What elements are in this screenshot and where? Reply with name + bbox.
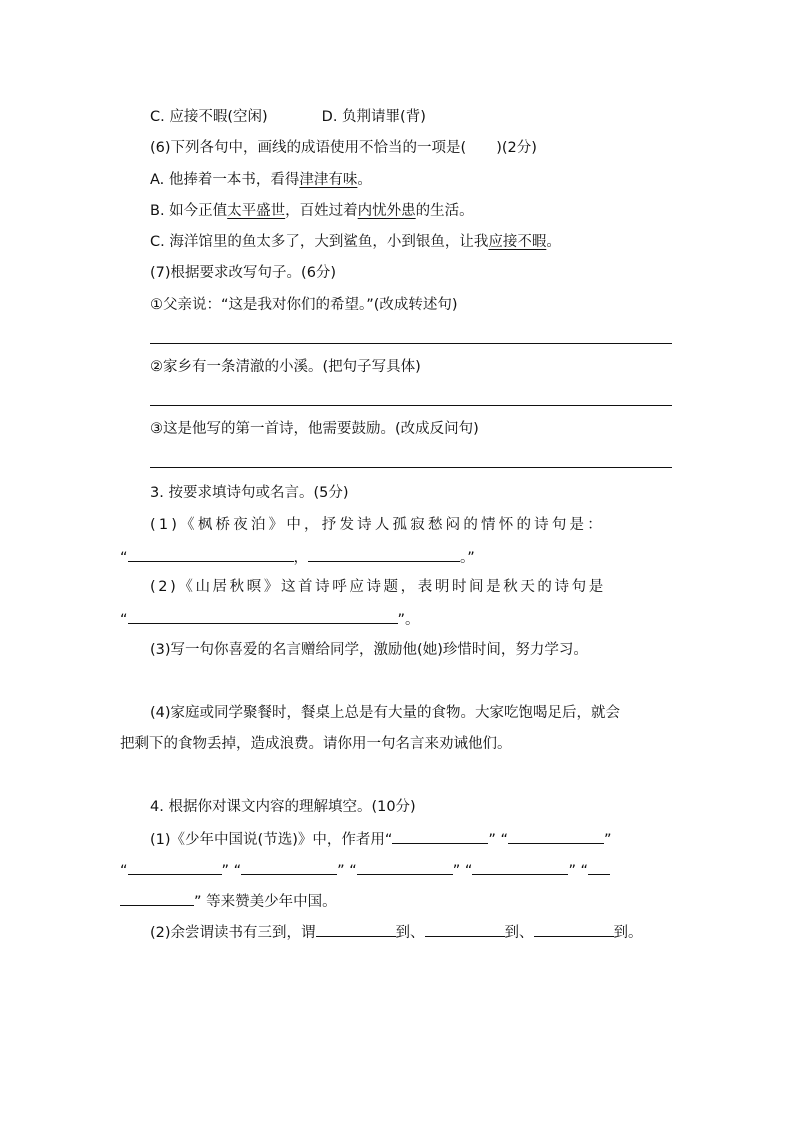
fill-blank[interactable]: [308, 546, 460, 562]
q3-part-3: (3)写一句你喜爱的名言赠给同学，激励他(她)珍惜时间，努力学习。: [150, 642, 588, 658]
q4-part-2: (2)余尝谓读书有三到，谓 到、 到、 到。: [150, 921, 643, 943]
fill-blank[interactable]: [128, 608, 398, 624]
q7-item-3: ③这是他写的第一首诗，他需要鼓励。(改成反问句): [150, 421, 479, 437]
underlined-idiom: 津津有味: [299, 172, 358, 188]
underlined-idiom: 内忧外患: [357, 203, 416, 219]
option-c-5: C. 应接不暇(空闲) D. 负荆请罪(背): [150, 109, 426, 125]
q6-option-c: C. 海洋馆里的鱼太多了，大到鲨鱼，小到银鱼，让我应接不暇。: [150, 234, 561, 250]
q6-stem: (6)下列各句中，画线的成语使用不恰当的一项是( )(2分): [150, 140, 537, 156]
q3-part-1: (1)《枫桥夜泊》中，抒发诗人孤寂愁闷的情怀的诗句是：: [150, 517, 605, 533]
q4-title: 4. 根据你对课文内容的理解填空。(10分): [150, 799, 416, 815]
underlined-idiom: 太平盛世: [227, 203, 286, 219]
fill-blank[interactable]: [588, 859, 610, 875]
q3-title: 3. 按要求填诗句或名言。(5分): [150, 485, 349, 501]
q7-stem: (7)根据要求改写句子。(6分): [150, 265, 337, 281]
answer-line[interactable]: [150, 467, 672, 468]
answer-line[interactable]: [150, 343, 672, 344]
fill-blank[interactable]: [316, 921, 396, 937]
q4-part-1-blanks: “ ” “ ” “ ” “ ” “: [120, 859, 610, 881]
q6-option-a: A. 他捧着一本书，看得津津有味。: [150, 172, 372, 188]
q6-option-b: B. 如今正值太平盛世，百姓过着内忧外患的生活。: [150, 203, 474, 219]
q3-part-2: (2)《山居秋暝》这首诗呼应诗题，表明时间是秋天的诗句是: [150, 579, 606, 595]
fill-blank[interactable]: [472, 859, 568, 875]
q3-part-1-blanks: “ ， 。”: [120, 546, 475, 568]
fill-blank[interactable]: [128, 859, 222, 875]
fill-blank[interactable]: [392, 828, 488, 844]
q7-item-2: ②家乡有一条清澈的小溪。(把句子写具体): [150, 359, 421, 375]
q3-part-2-blanks: “ ”。: [120, 608, 420, 630]
q4-part-1-tail: ” 等来赞美少年中国。: [120, 890, 337, 912]
fill-blank[interactable]: [534, 921, 614, 937]
answer-line[interactable]: [150, 405, 672, 406]
fill-blank[interactable]: [425, 921, 505, 937]
fill-blank[interactable]: [128, 546, 294, 562]
fill-blank[interactable]: [357, 859, 453, 875]
q3-part-4-line-2: 把剩下的食物丢掉，造成浪费。请你用一句名言来劝诫他们。: [120, 736, 512, 752]
q4-part-1: (1)《少年中国说(节选)》中，作者用“ ” “ ”: [150, 828, 612, 850]
fill-blank[interactable]: [508, 828, 604, 844]
fill-blank[interactable]: [241, 859, 337, 875]
q3-part-4-line-1: (4)家庭或同学聚餐时，餐桌上总是有大量的食物。大家吃饱喝足后，就会: [150, 705, 621, 721]
underlined-idiom: 应接不暇: [488, 234, 547, 250]
fill-blank[interactable]: [120, 890, 194, 906]
q7-item-1: ①父亲说：“这是我对你们的希望。”(改成转述句): [150, 297, 458, 313]
